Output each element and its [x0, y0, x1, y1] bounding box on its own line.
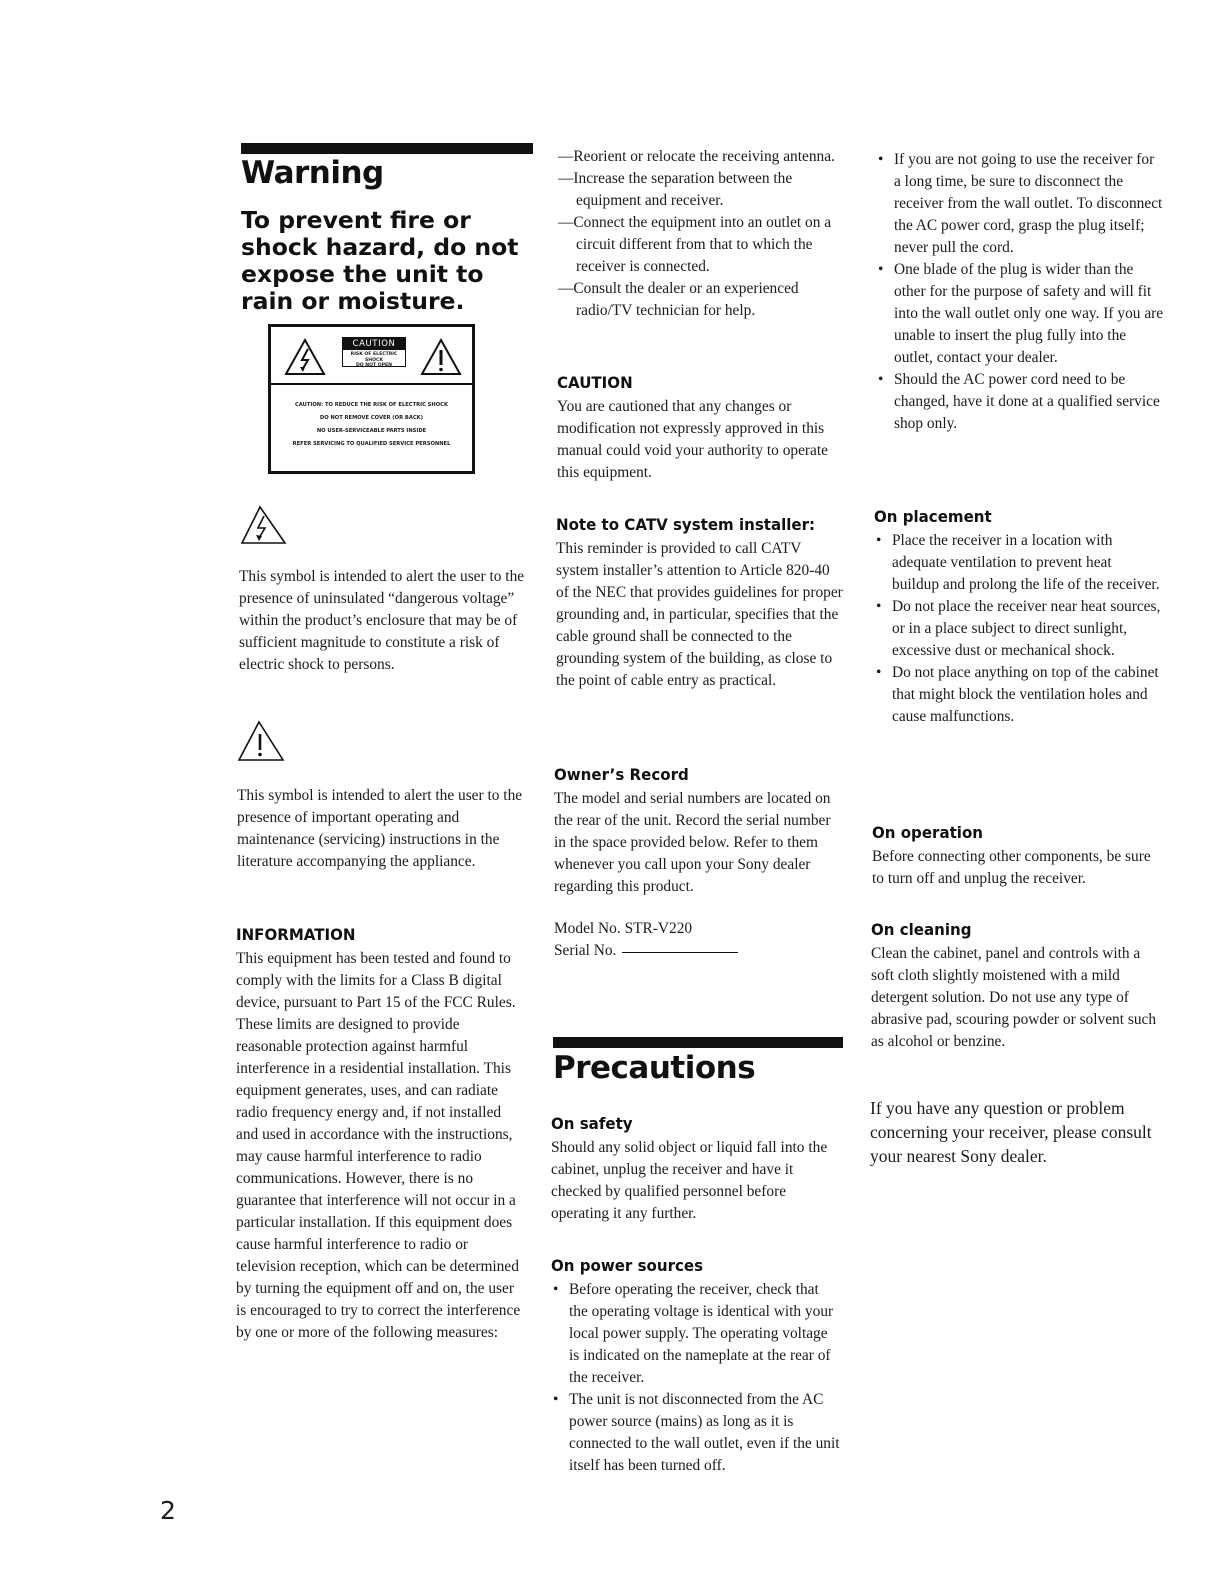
list-item: • Before operating the receiver, check that the operating voltage is identical with your local power supply. The operating voltage is indicated on the nameplate at the rear of the receiver.	[551, 1279, 841, 1389]
caution-line-2: DO NOT REMOVE COVER (OR BACK)	[319, 415, 424, 421]
cleaning-text: Clean the cabinet, panel and controls with a soft cloth slightly moistened with a mild detergent solution. Do not use any type of abrasive pad, scouring powder or solvent such as alcohol or benzine.	[871, 945, 1157, 1050]
safety-section	[551, 1114, 841, 1225]
caution-line-1: CAUTION: TO REDUCE THE RISK OF ELECTRIC SHOCK	[294, 402, 448, 408]
operation-section	[872, 823, 1162, 890]
cleaning-heading: On cleaning	[871, 920, 972, 939]
placement-list	[874, 530, 1162, 728]
warning-section	[241, 143, 533, 315]
exclamation-symbol-description: This symbol is intended to alert the user to the presence of important operating and maintenance (servicing) instructions in the literature accompanying the appliance.	[237, 787, 523, 870]
operation-heading: On operation	[872, 823, 983, 842]
list-item: • Place the receiver in a location with adequate ventilation to prevent heat buildup and prolong the life of the receiver.	[874, 530, 1162, 596]
owners-record-heading: Owner’s Record	[554, 765, 689, 784]
list-item: • Do not place anything on top of the cabinet that might block the ventilation holes and cause malfunctions.	[874, 662, 1162, 728]
power-sources-section	[551, 1256, 841, 1477]
closing-note: If you have any question or problem concerning your receiver, please consult your nearest Sony dealer.	[870, 1098, 1152, 1166]
warning-title: Warning	[241, 155, 384, 191]
safety-heading: On safety	[551, 1114, 633, 1133]
serial-blank-line	[622, 952, 738, 953]
caution-label-title: CAUTION	[343, 338, 405, 350]
operation-text: Before connecting other components, be sure to turn off and unplug the receiver.	[872, 848, 1151, 887]
caution-heading: CAUTION	[557, 373, 633, 392]
power-sources-list	[551, 1279, 841, 1477]
list-item: • Should the AC power cord need to be changed, have it done at a qualified service shop only.	[876, 369, 1164, 435]
list-item: —Consult the dealer or an experienced radio/TV technician for help.	[558, 280, 799, 319]
precautions-section	[553, 1037, 843, 1086]
list-item: • One blade of the plug is wider than the other for the purpose of safety and will fit into the wall outlet only one way. If you are unable to insert the plug fully into the outlet, contact your dealer.	[876, 259, 1164, 369]
measures-list-section	[558, 146, 848, 322]
warning-subtitle: To prevent fire or shock hazard, do not expose the unit to rain or moisture.	[241, 206, 519, 315]
section-rule	[553, 1037, 843, 1048]
caution-label-box	[268, 324, 475, 474]
serial-number-line	[554, 940, 844, 962]
exclamation-warning-icon	[419, 337, 463, 377]
list-item: • Do not place the receiver near heat sources, or in a place subject to direct sunlight, excessive dust or mechanical shock.	[874, 596, 1162, 662]
catv-heading: Note to CATV system installer:	[556, 515, 816, 534]
lightning-warning-icon	[283, 337, 327, 377]
catv-section	[556, 515, 846, 692]
list-item: —Reorient or relocate the receiving antenna.	[558, 148, 835, 165]
precautions-title: Precautions	[553, 1050, 756, 1086]
page-number: 2	[160, 1496, 176, 1525]
caution-section	[557, 373, 847, 484]
lightning-symbol-description: This symbol is intended to alert the user to the presence of uninsulated “dangerous voltage” within the product’s enclosure that may be of sufficient magnitude to constitute a risk of electric shock to persons.	[239, 568, 525, 673]
caution-text: You are cautioned that any changes or modification not expressly approved in this manual could void your authority to operate this equipment.	[557, 398, 828, 481]
model-label: Model No.	[554, 920, 621, 937]
caution-text-block	[275, 399, 468, 451]
placement-section	[874, 507, 1162, 728]
information-heading: INFORMATION	[236, 925, 356, 944]
caution-divider	[271, 383, 472, 385]
lightning-symbol-icon	[240, 505, 288, 545]
serial-label: Serial No.	[554, 942, 617, 959]
placement-heading: On placement	[874, 507, 992, 526]
caution-label-sub2: DO NOT OPEN	[355, 363, 393, 368]
list-item: —Increase the separation between the equipment and receiver.	[558, 170, 793, 209]
model-number-line	[554, 918, 844, 940]
information-text: This equipment has been tested and found to comply with the limits for a Class B digital device, pursuant to Part 15 of the FCC Rules. These limits are designed to provide reasonable protection against harmful interference in a residential installation. This equipment generates, uses, and can radiate radio frequency energy and, if not installed and used in accordance with the instructions, may cause harmful interference to radio communications. However, there is no guarantee that interference will not occur in a particular installation. If this equipment does cause harmful interference to radio or television reception, which can be determined by turning the equipment off and on, the user is encouraged to try to correct the interference by one or more of the following measures:	[236, 950, 521, 1341]
caution-line-3: NO USER-SERVICEABLE PARTS INSIDE	[316, 428, 427, 434]
list-item: • If you are not going to use the receiver for a long time, be sure to disconnect the receiver from the wall outlet. To disconnect the AC power cord, grasp the plug itself; never pull the cord.	[876, 149, 1164, 259]
power-sources-list-continued	[876, 149, 1164, 435]
measures-list	[558, 146, 848, 322]
caution-line-4: REFER SERVICING TO QUALIFIED SERVICE PERSONNEL	[292, 441, 451, 447]
information-section	[236, 925, 526, 1344]
exclamation-symbol-icon	[237, 720, 285, 762]
caution-label-sub1: RISK OF ELECTRIC SHOCK	[350, 352, 398, 363]
owners-record-section	[554, 765, 844, 962]
power-sources-heading: On power sources	[551, 1256, 704, 1275]
list-item: • The unit is not disconnected from the AC power source (mains) as long as it is connected to the wall outlet, even if the unit itself has been turned off.	[551, 1389, 841, 1477]
model-value: STR-V220	[624, 920, 693, 937]
power-sources-continued	[876, 149, 1164, 435]
safety-text: Should any solid object or liquid fall into the cabinet, unplug the receiver and have it checked by qualified personnel before operating it any further.	[551, 1139, 828, 1222]
catv-text: This reminder is provided to call CATV system installer’s attention to Article 820-40 of the NEC that provides guidelines for proper grounding and, in particular, specifies that the cable ground shall be connected to the grounding system of the building, as close to the point of cable entry as practical.	[556, 540, 843, 689]
owners-record-text: The model and serial numbers are located on the rear of the unit. Record the serial number in the space provided below. Refer to them whenever you call upon your Sony dealer regarding this product.	[554, 790, 831, 895]
section-rule	[241, 143, 533, 154]
caution-label	[342, 337, 406, 367]
cleaning-section	[871, 920, 1161, 1053]
list-item: —Connect the equipment into an outlet on a circuit different from that to which the receiver is connected.	[558, 214, 832, 275]
